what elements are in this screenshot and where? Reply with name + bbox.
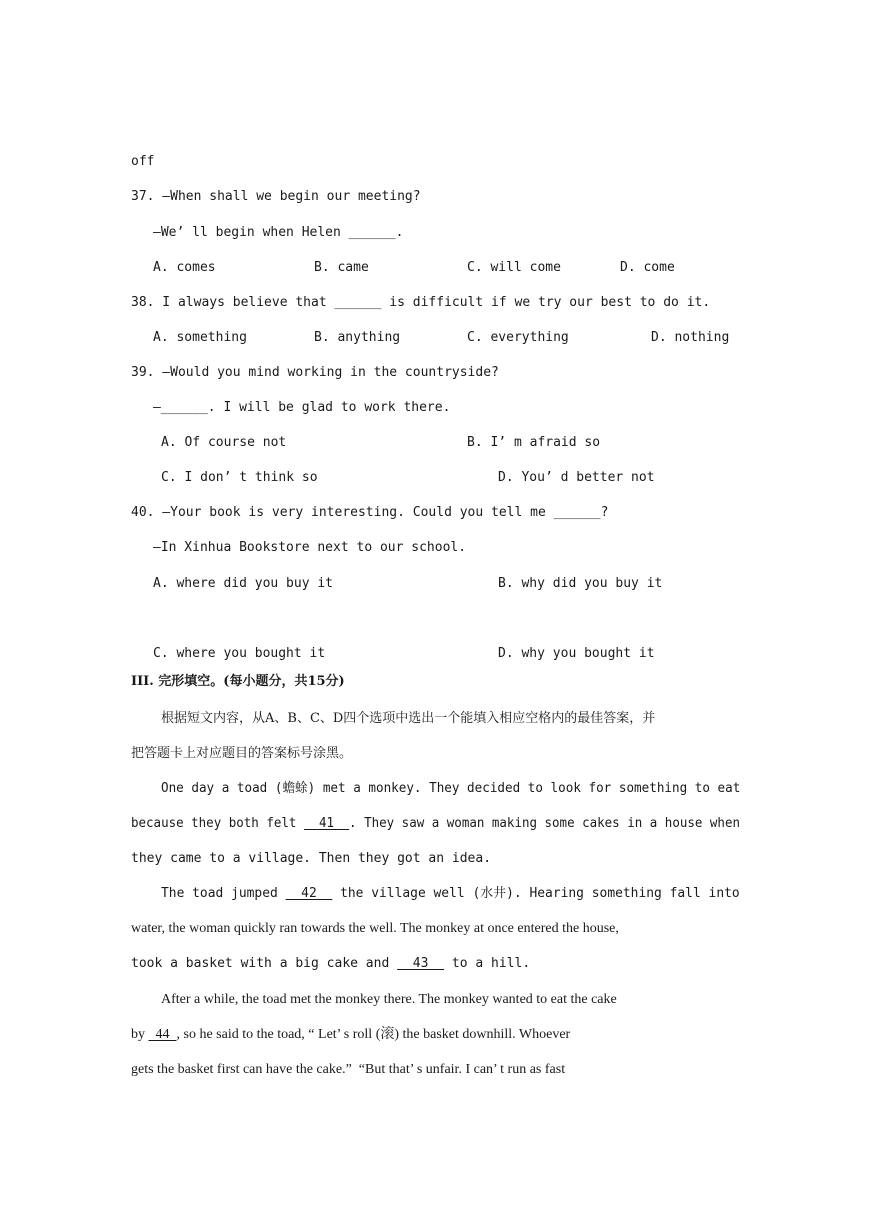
q39-option-a: A. Of course not — [161, 435, 287, 450]
q40-option-a: A. where did you buy it — [153, 576, 334, 591]
question-37-response: —We’ ll begin when Helen ______. — [153, 225, 404, 240]
q37-option-a: A. comes — [153, 260, 216, 275]
continuation-text: off — [131, 154, 155, 169]
question-39-response: —______. I will be glad to work there. — [153, 400, 451, 415]
instruction-line-2: 把答题卡上对应题目的答案标号涂黑。 — [131, 746, 353, 761]
instruction-line-1: 根据短文内容，从A、B、C、D四个选项中选出一个能填入相应空格内的最佳答案，并 — [161, 711, 656, 726]
passage-line — [131, 955, 530, 973]
passage-text: the village well (水井). Hearing something fall into — [332, 886, 740, 901]
blank-41: 41 — [303, 816, 350, 831]
q38-option-c: C. everything — [467, 330, 569, 345]
question-40-response: —In Xinhua Bookstore next to our school. — [153, 540, 467, 555]
q37-option-c: C. will come — [467, 260, 561, 275]
q39-option-c: C. I don’ t think so — [161, 470, 318, 485]
q38-option-b: B. anything — [314, 330, 401, 345]
passage-text: . They saw a woman making some cakes in a house when — [349, 816, 741, 831]
blank-43: 43 — [397, 956, 445, 971]
question-37: 37. —When shall we begin our meeting? — [131, 189, 421, 204]
blank-42: 42 — [285, 886, 333, 901]
q40-option-c: C. where you bought it — [153, 646, 326, 661]
passage-text: The toad jumped — [161, 886, 286, 901]
q38-option-a: A. something — [153, 330, 247, 345]
passage-line: After a while, the toad met the monkey there. The monkey wanted to eat the cake — [161, 992, 617, 1007]
section-heading: III. 完形填空。(每小题分，共15分) — [131, 674, 345, 689]
passage-text: took a basket with a big cake and — [131, 956, 398, 971]
q39-option-d: D. You’ d better not — [498, 470, 655, 485]
passage-line: gets the basket first can have the cake.” “But that’ s unfair. I can’ t run as fast — [131, 1062, 566, 1077]
passage-line — [131, 1026, 570, 1044]
passage-text: , so he said to the toad, “ Let’ s roll (滚) the basket downhill. Whoever — [176, 1027, 571, 1042]
question-39: 39. —Would you mind working in the countryside? — [131, 365, 499, 380]
passage-line: water, the woman quickly ran towards the well. The monkey at once entered the house, — [131, 921, 619, 936]
passage-line: they came to a village. Then they got an idea. — [131, 851, 492, 866]
question-38: 38. I always believe that ______ is difficult if we try our best to do it. — [131, 295, 711, 310]
passage-line — [131, 815, 740, 833]
passage-line — [161, 885, 740, 903]
passage-text: because they both felt — [131, 816, 304, 831]
passage-text: to a hill. — [444, 956, 531, 971]
blank-44: 44 — [148, 1027, 177, 1042]
q40-option-b: B. why did you buy it — [498, 576, 663, 591]
passage-line: One day a toad (蟾蜍) met a monkey. They decided to look for something to eat — [161, 781, 741, 796]
question-40: 40. —Your book is very interesting. Could you tell me ______? — [131, 505, 609, 520]
passage-text: by — [131, 1027, 149, 1042]
q38-option-d: D. nothing — [651, 330, 730, 345]
q37-option-d: D. come — [620, 260, 675, 275]
q40-option-d: D. why you bought it — [498, 646, 655, 661]
q39-option-b: B. I’ m afraid so — [467, 435, 601, 450]
q37-option-b: B. came — [314, 260, 369, 275]
